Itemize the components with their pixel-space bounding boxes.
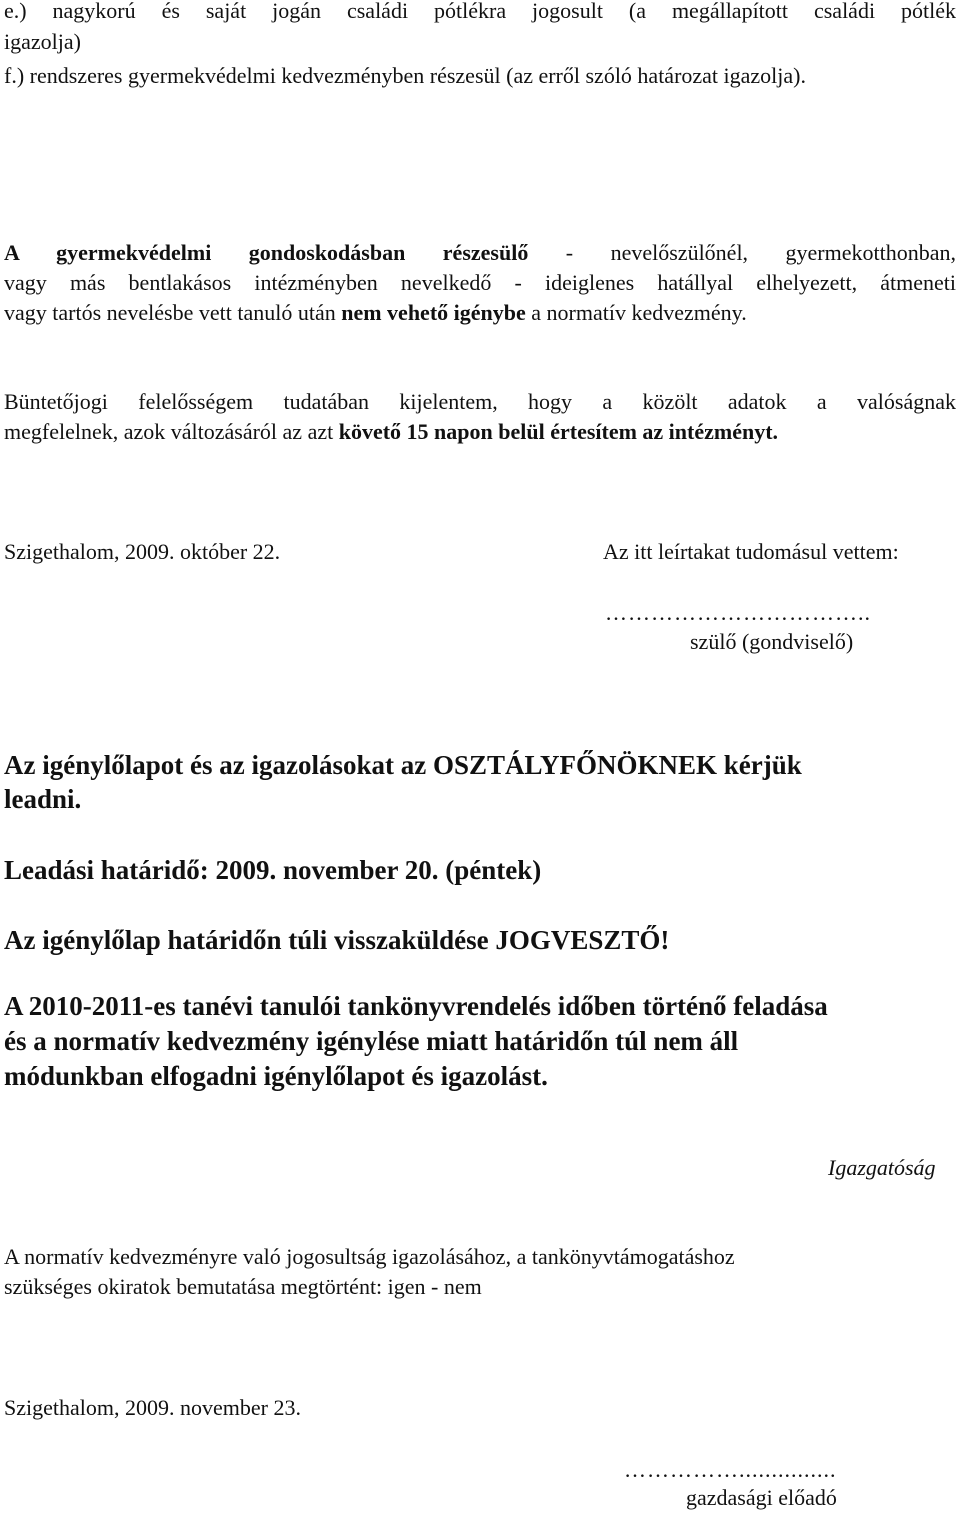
- forfeit-notice: Az igénylőlap határidőn túli visszaküldése JOGVESZTŐ!: [4, 925, 670, 955]
- verification-line2: szükséges okiratok bemutatása megtörtént: igen - nem: [4, 1274, 482, 1299]
- declaration-line1: Büntetőjogi felelősségem tudatában kijelentem, hogy a közölt adatok a valóságnak: [4, 389, 956, 414]
- item-e-line1: e.) nagykorú és saját jogán családi pótlékra jogosult (a megállapított családi pótlék: [4, 0, 956, 23]
- protection-line3-post: a normatív kedvezmény.: [525, 300, 747, 325]
- declaration-line2: [4, 417, 778, 447]
- deadline-notice: Leadási határidő: 2009. november 20. (péntek): [4, 855, 542, 885]
- item-f: f.) rendszeres gyermekvédelmi kedvezményben részesül (az erről szóló határozat igazolja).: [4, 63, 807, 88]
- parent-signer-label: szülő (gondviselő): [690, 629, 854, 654]
- item-e-line2: igazolja): [4, 29, 81, 54]
- late-notice-line1: A 2010-2011-es tanévi tanulói tankönyvrendelés időben történő feladása: [4, 991, 828, 1021]
- declaration-bold-notify: követő 15 napon belül értesítem az intézményt.: [338, 419, 779, 444]
- footer-place-date: Szigethalom, 2009. november 23.: [4, 1395, 301, 1420]
- issuer-label: Igazgatóság: [828, 1155, 936, 1180]
- protection-bold-lead: A gyermekvédelmi gondoskodásban részesülő: [4, 240, 529, 265]
- late-notice-line3: módunkban elfogadni igénylőlapot és igazolást.: [4, 1061, 548, 1091]
- submit-notice-line2: leadni.: [4, 784, 82, 814]
- verification-line1: A normatív kedvezményre való jogosultság igazolásához, a tankönyvtámogatáshoz: [4, 1244, 735, 1269]
- submit-notice-line1: Az igénylőlapot és az igazolásokat az OSZTÁLYFŐNÖKNEK kérjük: [4, 750, 802, 780]
- parent-signature-line: ……………………………..: [605, 600, 871, 625]
- protection-bold-not-available: nem vehető igénybe: [341, 300, 526, 325]
- late-notice-line2: és a normatív kedvezmény igénylése miatt határidőn túl nem áll: [4, 1026, 739, 1056]
- protection-line1-rest: - nevelőszülőnél, gyermekotthonban,: [528, 240, 956, 265]
- declaration-line2-pre: megfelelnek, azok változásáról az azt: [4, 419, 339, 444]
- protection-paragraph-line3: [4, 298, 747, 328]
- protection-paragraph-line2: vagy más bentlakásos intézményben nevelkedő - ideiglenes hatállyal elhelyezett, átmeneti: [4, 270, 956, 295]
- clerk-signature-line: ……………...............: [624, 1457, 837, 1482]
- clerk-signer-label: gazdasági előadó: [686, 1485, 837, 1510]
- acknowledged-label: Az itt leírtakat tudomásul vettem:: [603, 539, 899, 564]
- place-date: Szigethalom, 2009. október 22.: [4, 539, 281, 564]
- protection-paragraph-line1: [4, 238, 956, 268]
- protection-line3-pre: vagy tartós nevelésbe vett tanuló után: [4, 300, 342, 325]
